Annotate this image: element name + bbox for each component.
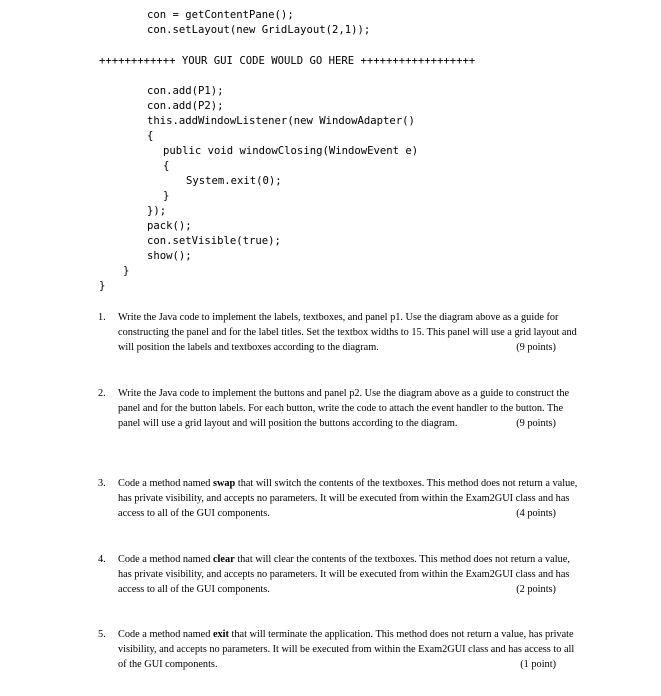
code-line: pack(); (147, 220, 192, 232)
question-3 (98, 476, 578, 521)
code-line: } (163, 190, 170, 202)
code-line: con.setVisible(true); (147, 235, 281, 247)
code-line: public void windowClosing(WindowEvent e) (163, 145, 419, 157)
code-line: con = getContentPane(); (147, 9, 294, 21)
question-points: (4 points) (516, 508, 556, 519)
question-points: (9 points) (516, 418, 556, 429)
question-number: 5. (98, 629, 106, 640)
question-1 (98, 310, 578, 355)
code-line: { (147, 130, 154, 142)
code-line: } (99, 280, 106, 292)
question-points: (2 points) (516, 584, 556, 595)
question-text: Code a method named clear that will clear the contents of the textboxes. This method does not return a value, has private visibility, and accepts no parameters. It will be executed from within the Exam2GUI class and has access to all of the GUI components. (2 points) (118, 554, 570, 595)
code-line: this.addWindowListener(new WindowAdapter() (147, 115, 415, 127)
question-text: Write the Java code to implement the buttons and panel p2. Use the diagram above as a guide to construct the panel and for the button labels. For each button, write the code to attach the event handler to the button. The panel will use a grid layout and will position the buttons according to the diagram. (9 points) (118, 388, 570, 429)
code-line: con.setLayout(new GridLayout(2,1)); (147, 24, 371, 36)
code-line: }); (147, 205, 167, 217)
code-placeholder-line: ++++++++++++ YOUR GUI CODE WOULD GO HERE ++++++++++++++++++ (99, 55, 476, 67)
question-points: (9 points) (516, 342, 556, 353)
code-line: } (123, 265, 130, 277)
question-5 (98, 627, 578, 672)
question-points: (1 point) (520, 659, 556, 670)
question-number: 4. (98, 554, 106, 565)
question-text: Code a method named swap that will switch the contents of the textboxes. This method does not return a value, has private visibility, and accepts no parameters. It will be executed from within the Exam2GUI class and has access to all of the GUI components. (4 points) (118, 478, 578, 519)
question-text: Write the Java code to implement the labels, textboxes, and panel p1. Use the diagram above as a guide for constructing the panel and for the label titles. Set the textbox widths to 15. This panel will use a grid layout and will position the labels and textboxes according to the diagram. (9 points) (118, 312, 577, 353)
code-line: con.add(P2); (147, 100, 224, 112)
question-text: Code a method named exit that will terminate the application. This method does not return a value, has private visibility, and accepts no parameters. It will be executed from within the Exam2GUI class and has access to all of the GUI components. (1 point) (118, 629, 575, 670)
question-2 (98, 386, 578, 431)
code-line: { (163, 160, 170, 172)
question-number: 1. (98, 312, 106, 323)
code-line: System.exit(0); (186, 175, 282, 187)
question-number: 3. (98, 478, 106, 489)
code-line: con.add(P1); (147, 85, 224, 97)
question-4 (98, 552, 578, 597)
question-number: 2. (98, 388, 106, 399)
code-line: show(); (147, 250, 192, 262)
